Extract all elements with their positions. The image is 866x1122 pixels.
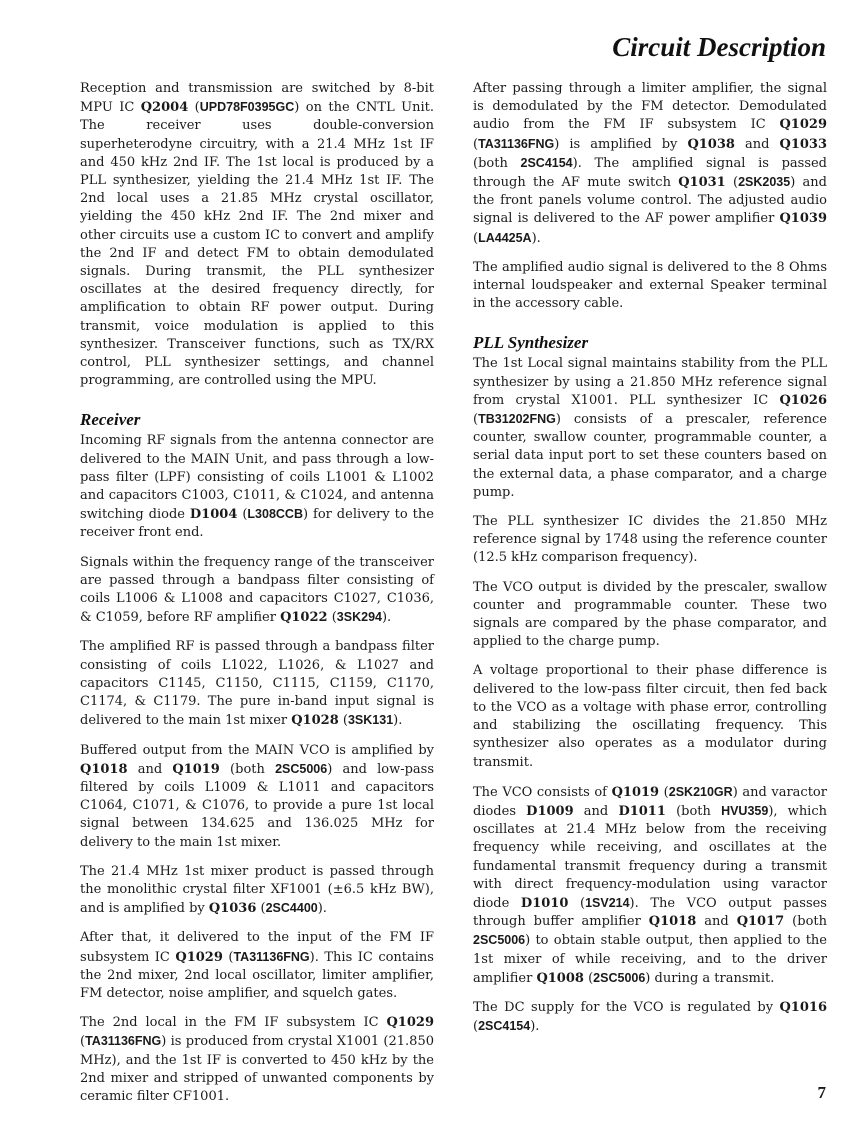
receiver-paragraph [80, 554, 434, 628]
part-designator: TA31136FNG [233, 949, 310, 964]
text-run: ). [393, 713, 403, 729]
part-designator: TB31202FNG [478, 412, 556, 427]
audio-paragraph [473, 259, 827, 314]
part-designator: Q1039 [779, 211, 827, 227]
text-run: (both [473, 155, 521, 171]
part-designator: Q1016 [779, 999, 827, 1015]
part-designator: 2SK210GR [668, 784, 733, 799]
part-designator: LA4425A [478, 230, 532, 245]
text-run: ( [473, 1019, 479, 1035]
part-designator: Q1026 [779, 392, 827, 408]
audio-paragraph [473, 80, 827, 248]
part-designator: Q1018 [80, 761, 128, 777]
text-run: The 1st Local signal maintains stability from the PLL synthesizer by using a 21.850 MHz reference signal from crystal X1001. PLL synthesizer IC [473, 356, 827, 408]
text-run: ). The amplified signal is passed through the AF mute switch [473, 155, 828, 191]
text-run: ) is amplified by [554, 136, 688, 152]
text-run: The 21.4 MHz 1st mixer product is passed through the monolithic crystal filter XF1001 (±6.5 kHz BW), and is amplified by [80, 863, 434, 917]
pll-paragraph [473, 783, 827, 988]
part-designator: HVU359 [721, 803, 769, 818]
text-run: ( [473, 136, 479, 152]
receiver-heading: Receiver [80, 410, 141, 430]
pll-paragraph [473, 513, 827, 568]
text-run: The amplified audio signal is delivered to the 8 Ohms internal loudspeaker and external Speaker terminal in the accessory cable. [473, 259, 827, 312]
text-run: ( [188, 100, 200, 116]
text-run: and [696, 914, 737, 930]
text-run: ( [473, 230, 479, 246]
text-run: ( [80, 1034, 86, 1050]
part-designator: Q1019 [172, 761, 220, 777]
part-designator: 2SC4154 [520, 155, 573, 170]
part-designator: Q2004 [140, 100, 189, 116]
page-title: Circuit Description [612, 32, 826, 62]
pll-paragraph [473, 355, 827, 502]
text-run: The VCO output is divided by the prescaler, swallow counter and programmable counter. These two signals are compared by the phase comparator, and applied to the charge pump. [473, 579, 827, 650]
part-designator: 2SC4400 [265, 901, 318, 916]
text-run: The PLL synthesizer IC divides the 21.850 MHz reference signal by 1748 using the reference counter (12.5 kHz comparison frequency). [473, 514, 827, 566]
part-designator: Q1029 [779, 117, 827, 133]
part-designator: D1011 [618, 803, 666, 819]
part-designator: TA31136FNG [85, 1034, 162, 1049]
part-designator: 1SV214 [585, 895, 630, 910]
text-run: After passing through a limiter amplifier, the signal is demodulated by the FM detector. Demodulated audio from the FM IF subsystem IC [473, 81, 827, 133]
part-designator: Q1036 [208, 901, 257, 917]
text-run: ) is produced from crystal X1001 (21.850 MHz), and the 1st IF is converted to 450 kHz by the 2nd mixer and stripped of unwanted components by ceramic filter CF1001. [80, 1034, 434, 1104]
part-designator: D1004 [189, 507, 238, 523]
part-designator: D1010 [520, 895, 569, 911]
text-run: A voltage proportional to their phase difference is delivered to the low-pass filter circuit, then fed back to the VCO as a voltage with phase error, controlling and stabilizing the oscillating frequency. This synthesizer also operates as a modulator during transmit. [473, 663, 827, 770]
text-run: ), which oscillates at 21.4 MHz below from the receiving frequency while receiving, and oscillates at the fundamental transmit frequency during a transmit with direct frequency-modulation using varactor diode [473, 803, 827, 911]
part-designator: 2SK2035 [738, 175, 791, 190]
part-designator: Q1029 [175, 949, 223, 965]
part-designator: Q1038 [687, 136, 735, 152]
receiver-paragraph [80, 929, 434, 1003]
text-run: ) on the CNTL Unit. The receiver uses double-conversion superheterodyne circuitry, with a 21.4 MHz 1st IF and 450 kHz 2nd IF. The 1st local is produced by a PLL synthesizer, yielding the 21.4 MHz 1st IF. The 2nd local uses a 21.85 MHz crystal oscillator, yielding the 450 kHz 2nd IF. The 2nd mixer and other circuits use a custom IC to convert and amplify the 2nd IF and detect FM to obtain demodulated signals. During transmit, the PLL synthesizer oscillates at the desired frequency directly, for amplification to obtain RF power output. During transmit, voice modulation is applied to this synthesizer. Transceiver functions, such as TX/RX control, PLL synthesizer settings, and channel programming, are controlled using the MPU. [80, 100, 434, 389]
part-designator: Q1033 [779, 136, 828, 152]
text-run: The amplified RF is passed through a bandpass filter consisting of coils L1022, L1026, & L1027 and capacitors C1145, C1150, C1115, C1159, C1170, C1174, & C1179. The pure in-band input signal is delivered to the main 1st mixer [80, 639, 434, 729]
text-run: and [127, 761, 173, 777]
right-column [473, 80, 827, 1047]
text-run: ( [659, 784, 669, 800]
part-designator: TA31136FNG [478, 136, 555, 151]
pll-paragraph [473, 662, 827, 771]
text-run: Signals within the frequency range of the transceiver are passed through a bandpass filter consisting of coils L1006 & L1008 and capacitors C1027, C1036, & C1059, before RF amplifier [80, 554, 434, 626]
text-run: ) and the front panels volume control. The adjusted audio signal is delivered to the AF power amplifier [473, 175, 827, 227]
text-run: ( [327, 610, 337, 626]
text-run: ). [381, 610, 392, 626]
part-designator: Q1008 [536, 970, 584, 986]
text-run: ). This IC contains the 2nd mixer, 2nd local oscillator, limiter amplifier, FM detector, noise amplifier, and squelch gates. [80, 949, 434, 1001]
text-run: (both [665, 803, 722, 819]
part-designator: 2SC4154 [478, 1019, 531, 1034]
text-run: ). The VCO output passes through buffer amplifier [473, 895, 827, 930]
text-run: ( [568, 895, 586, 911]
text-run: ) for delivery to the receiver front end. [80, 507, 434, 541]
receiver-paragraph [80, 1014, 434, 1106]
text-run: ( [338, 713, 348, 729]
text-run: (both [219, 761, 276, 777]
text-run: ( [222, 949, 234, 965]
text-run: ( [256, 901, 266, 917]
receiver-paragraph [80, 432, 434, 542]
text-run: Buffered output from the MAIN VCO is amplified by [80, 742, 434, 758]
text-run: ( [237, 507, 248, 523]
part-designator: D1009 [526, 803, 574, 819]
receiver-paragraph [80, 638, 434, 730]
part-designator: 2SC5006 [593, 970, 646, 985]
part-designator: L308CCB [247, 507, 303, 522]
receiver-paragraph [80, 863, 434, 919]
page-number: 7 [817, 1083, 826, 1102]
text-run: ). [530, 1019, 540, 1035]
part-designator: 3SK294 [336, 610, 382, 625]
part-designator: Q1018 [648, 914, 697, 930]
text-run: Incoming RF signals from the antenna connector are delivered to the MAIN Unit, and pass through a low-pass filter (LPF) consisting of coils L1001 & L1002 and capacitors C1003, C1011, & C1024, and antenna switching diode [80, 433, 434, 523]
text-run: The 2nd local in the FM IF subsystem IC [80, 1015, 387, 1031]
text-run: ) during a transmit. [645, 970, 775, 986]
part-designator: Q1019 [611, 784, 660, 800]
text-run: After that, it delivered to the input of the FM IF subsystem IC [80, 930, 434, 965]
text-run: ) and low-pass filtered by coils L1009 & L1011 and capacitors C1064, C1071, & C1076, to provide a pure 1st local signal between 134.625 and 136.025 MHz for delivery to the main 1st mixer. [80, 761, 434, 850]
part-designator: Q1022 [280, 610, 328, 626]
pll-heading: PLL Synthesizer [473, 333, 589, 353]
part-designator: Q1028 [291, 713, 339, 729]
part-designator: Q1017 [736, 914, 785, 930]
text-run: ) consists of a prescaler, reference counter, swallow counter, programmable counter, a serial data input port to set these counters based on the external data, a phase comparator, and a charge pump. [473, 412, 827, 500]
text-run: and [734, 136, 780, 152]
text-run: and [573, 803, 619, 819]
text-run: ) and varactor diodes [473, 784, 827, 819]
text-run: The DC supply for the VCO is regulated by [473, 999, 780, 1015]
text-run: ). [317, 901, 327, 917]
text-run: ( [473, 412, 479, 428]
receiver-paragraph [80, 742, 434, 852]
text-run: ) to obtain stable output, then applied to the 1st mixer of while receiving, and to the driver amplifier [473, 933, 827, 986]
part-designator: Q1031 [678, 175, 726, 191]
pll-paragraph [473, 579, 827, 652]
part-designator: UPD78F0395GC [199, 100, 295, 115]
text-run: ( [725, 175, 739, 191]
text-run: ). [531, 230, 541, 246]
left-column [80, 80, 434, 1117]
text-run: The VCO consists of [473, 784, 612, 800]
intro-paragraph [80, 80, 434, 390]
part-designator: 2SC5006 [275, 761, 328, 776]
text-run: (both [784, 914, 827, 930]
part-designator: 2SC5006 [473, 933, 526, 948]
pll-paragraph [473, 999, 827, 1036]
part-designator: 3SK131 [347, 713, 394, 728]
text-run: Reception and transmission are switched by 8-bit MPU IC [80, 81, 434, 116]
part-designator: Q1029 [386, 1015, 434, 1031]
text-run: ( [583, 970, 594, 986]
